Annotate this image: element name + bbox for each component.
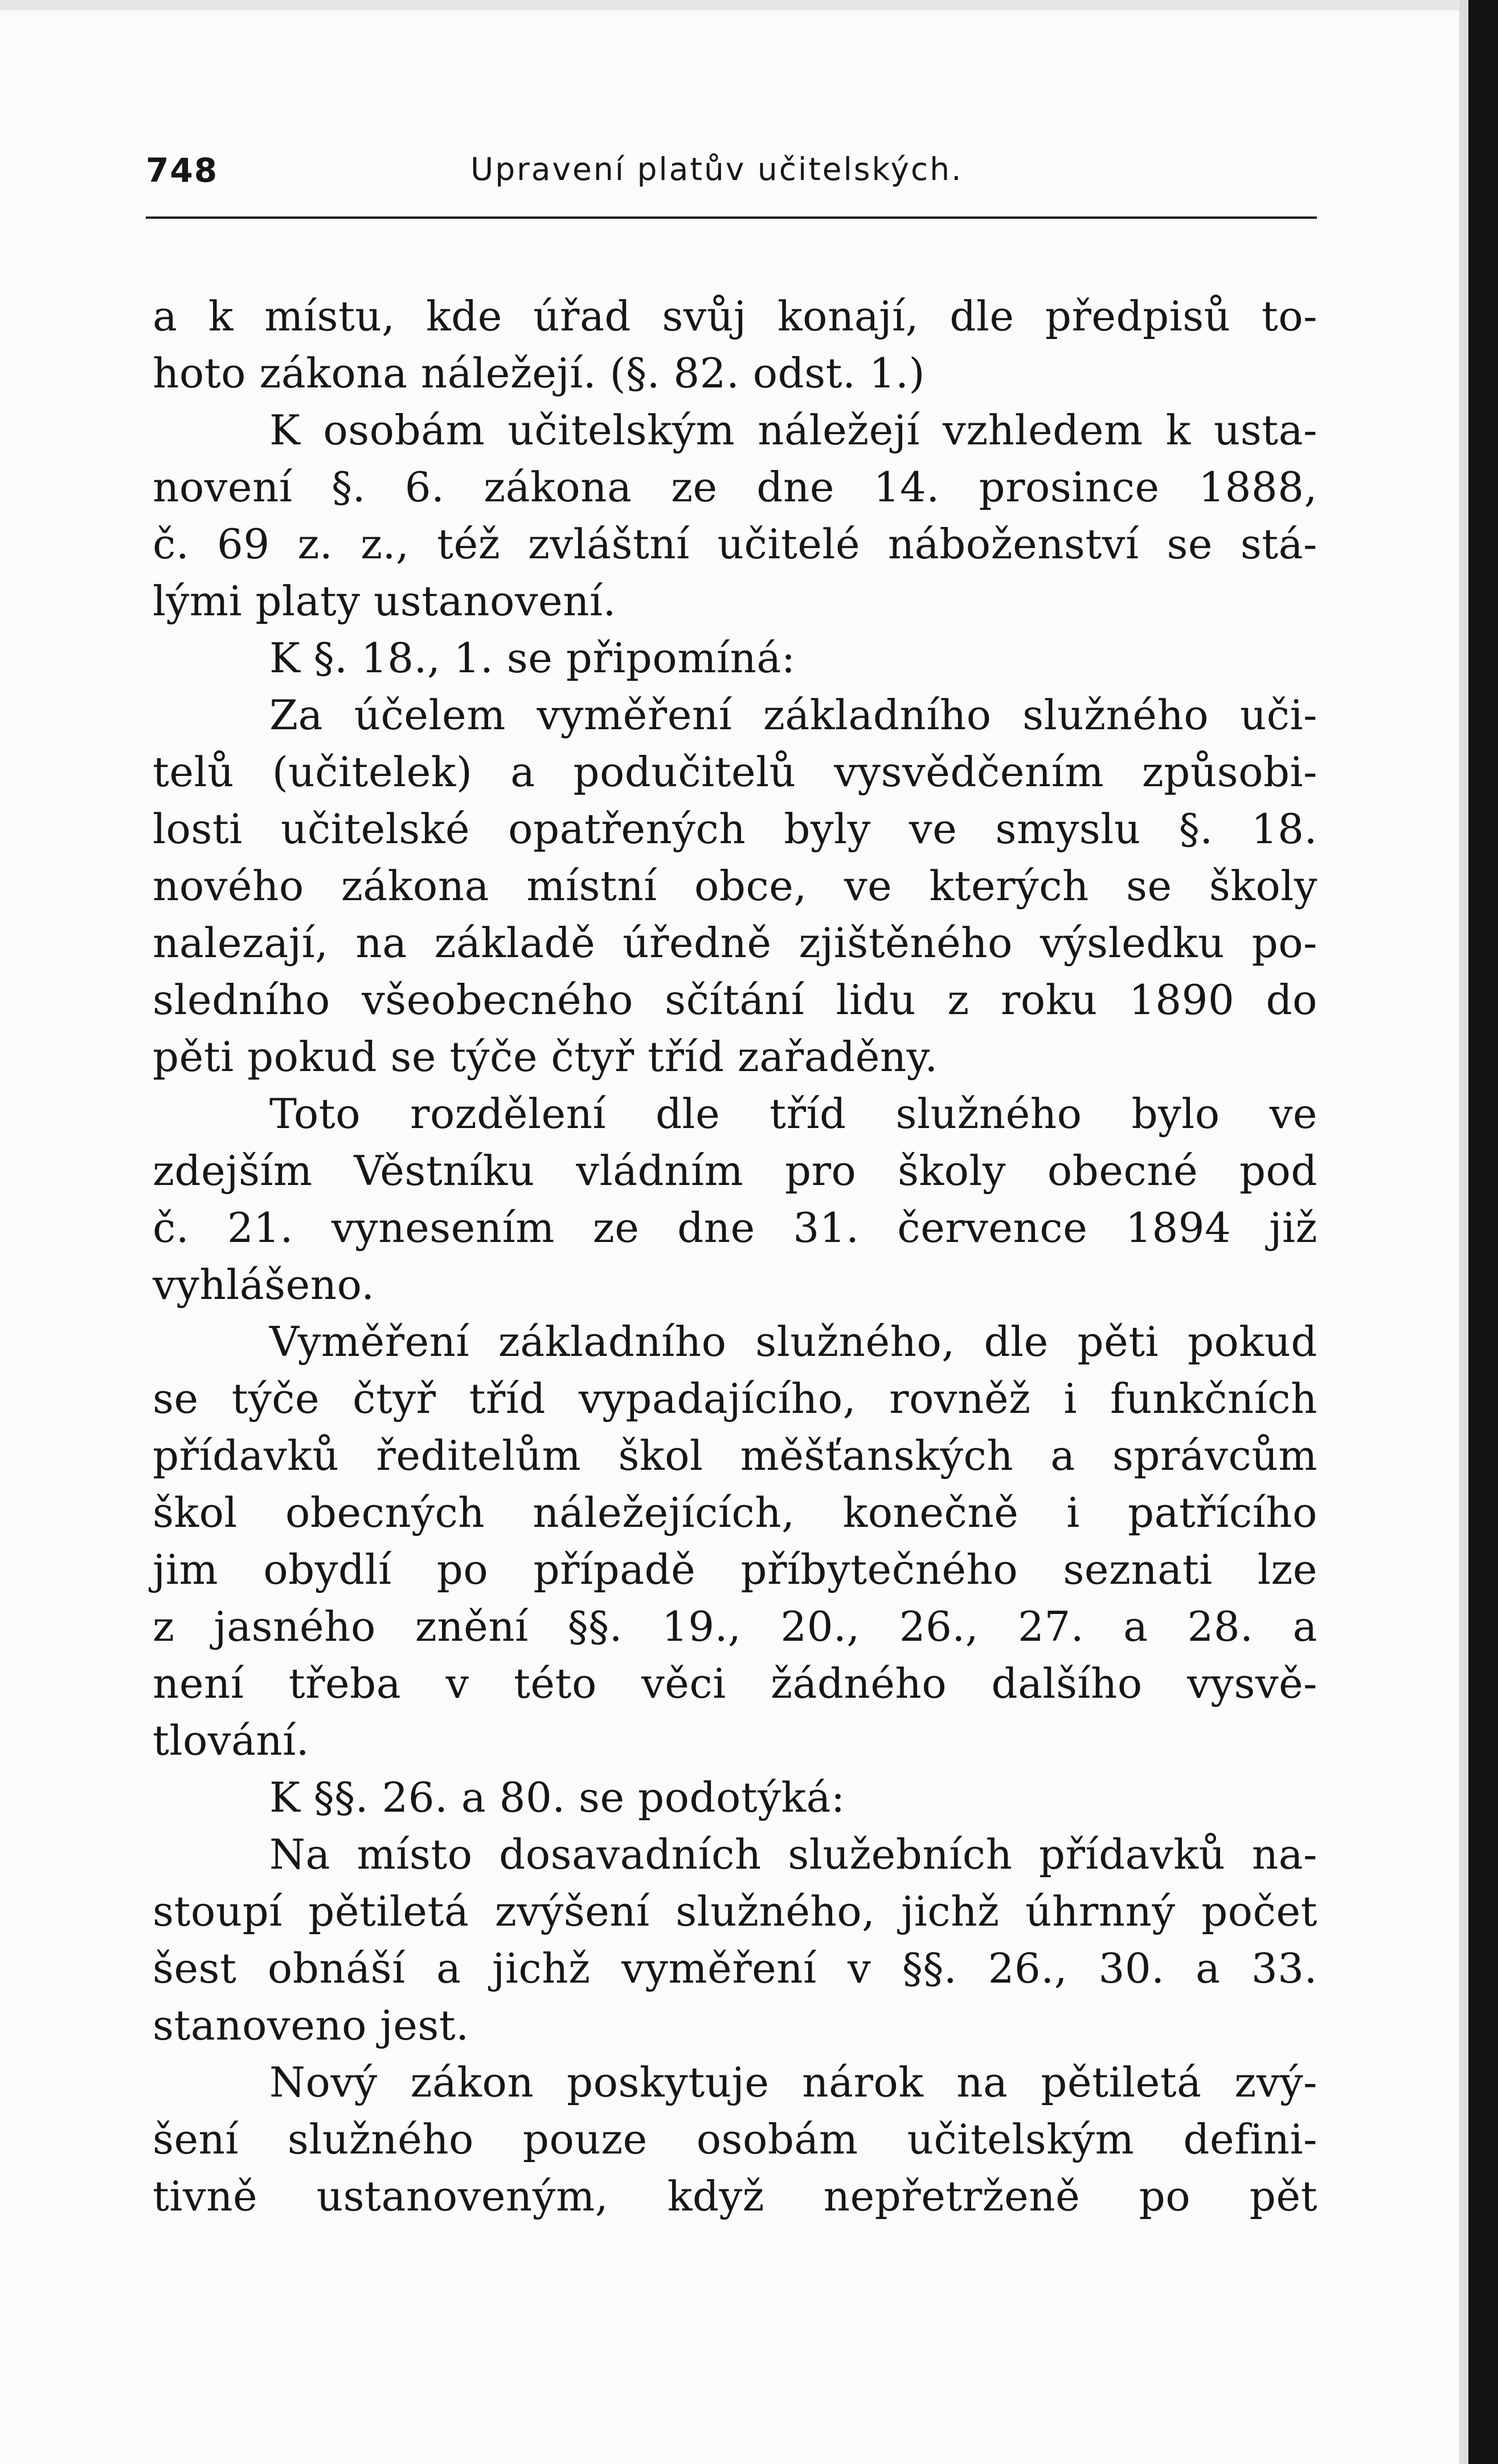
text-line: novení §. 6. zákona ze dne 14. prosince 1888,	[153, 463, 1317, 511]
body-text	[153, 288, 1317, 2225]
text-line: nalezají, na základě úředně zjištěného výsledku po-	[153, 919, 1317, 967]
text-line: č. 21. vynesením ze dne 31. července 1894 již	[153, 1204, 1317, 1252]
text-line: stoupí pětiletá zvýšení služného, jichž úhrnný počet	[153, 1887, 1317, 1935]
scan-top-edge	[0, 0, 1498, 10]
text-line: se týče čtyř tříd vypadajícího, rovněž i funkčních	[153, 1375, 1317, 1423]
text-line: hoto zákona náležejí. (§. 82. odst. 1.)	[153, 349, 926, 397]
text-line: Toto rozdělení dle tříd služného bylo ve	[269, 1090, 1317, 1138]
text-line: nového zákona místní obce, ve kterých se školy	[153, 862, 1317, 910]
text-line: Nový zákon poskytuje nárok na pětiletá zvý-	[269, 2058, 1317, 2106]
text-line: stanoveno jest.	[153, 2001, 469, 2049]
page-number: 748	[146, 151, 219, 190]
text-line: není třeba v této věci žádného dalšího vysvě-	[153, 1660, 1317, 1707]
text-line: sledního všeobecného sčítání lidu z roku 1890 do	[153, 976, 1317, 1024]
text-line: šest obnáší a jichž vyměření v §§. 26., 30. a 33.	[153, 1944, 1317, 1992]
scan-edge-gap	[1459, 0, 1468, 2464]
text-line: losti učitelské opatřených byly ve smyslu §. 18.	[153, 805, 1317, 853]
text-line: a k místu, kde úřad svůj konají, dle předpisů to-	[153, 292, 1317, 340]
text-line: přídavků ředitelům škol měšťanských a správcům	[153, 1432, 1317, 1480]
scan-right-edge	[1468, 0, 1498, 2464]
text-line: lými platy ustanovení.	[153, 577, 616, 625]
text-line: z jasného znění §§. 19., 20., 26., 27. a 28. a	[153, 1603, 1317, 1650]
text-line: tivně ustanoveným, když nepřetrženě po pět	[153, 2172, 1317, 2220]
text-line: Vyměření základního služného, dle pěti pokud	[269, 1318, 1317, 1366]
text-line: pěti pokud se týče čtyř tříd zařaděny.	[153, 1033, 938, 1081]
running-title: Upravení platův učitelských.	[470, 151, 963, 187]
text-line: K §. 18., 1. se připomíná:	[269, 634, 796, 682]
text-line: Na místo dosavadních služebních přídavků na-	[269, 1830, 1317, 1878]
text-line: zdejším Věstníku vládním pro školy obecné pod	[153, 1147, 1317, 1195]
text-line: tlování.	[153, 1717, 310, 1764]
text-line: Za účelem vyměření základního služného uči-	[269, 691, 1317, 739]
text-line: K osobám učitelským náležejí vzhledem k usta-	[269, 406, 1317, 454]
text-line: jim obydlí po případě příbytečného seznati lze	[153, 1546, 1317, 1593]
text-line: telů (učitelek) a podučitelů vysvědčením způsobi-	[153, 748, 1317, 796]
header-rule	[146, 216, 1317, 219]
text-line: K §§. 26. a 80. se podotýká:	[269, 1774, 845, 1821]
text-line: šení služného pouze osobám učitelským defini-	[153, 2115, 1317, 2163]
text-line: č. 69 z. z., též zvláštní učitelé náboženství se stá-	[153, 520, 1317, 568]
page-header	[146, 151, 1316, 202]
text-line: škol obecných náležejících, konečně i patřícího	[153, 1489, 1317, 1537]
text-line: vyhlášeno.	[153, 1261, 375, 1309]
